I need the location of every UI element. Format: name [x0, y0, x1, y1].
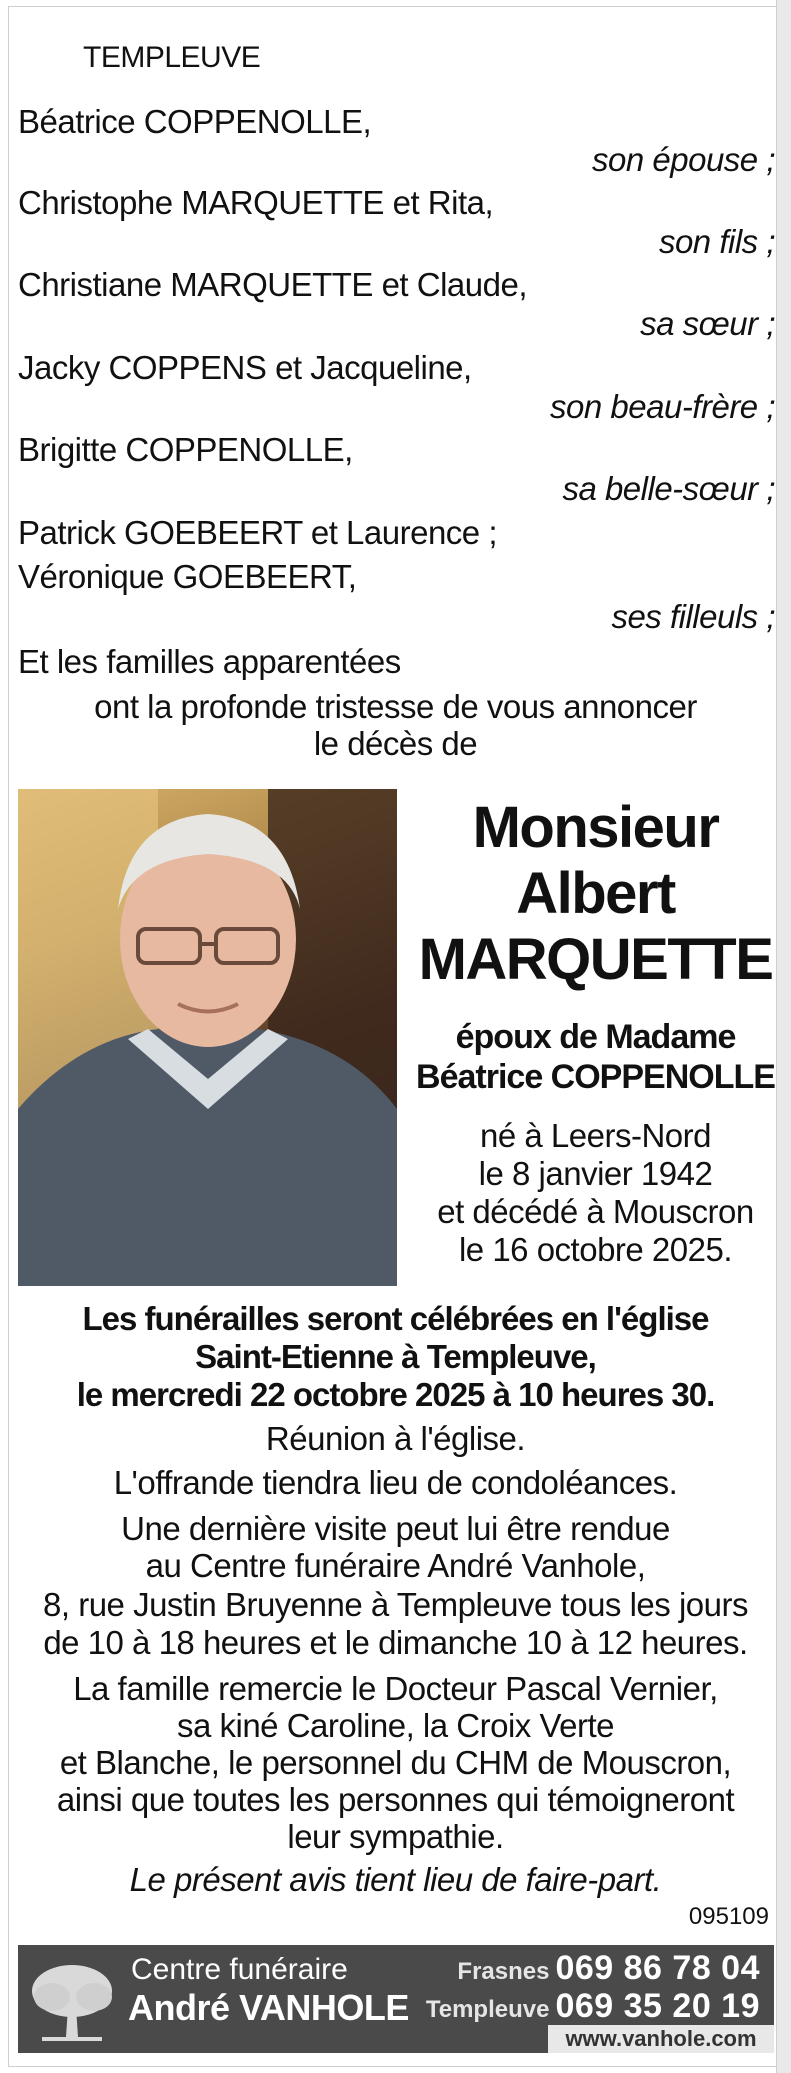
- portrait-illustration: [18, 789, 397, 1286]
- phone-number: 069 86 78 04: [555, 1949, 760, 1987]
- portrait-photo: [18, 789, 397, 1286]
- family-name: Brigitte COPPENOLLE,: [18, 431, 353, 468]
- family-role: son beau-frère ;: [550, 388, 775, 425]
- announcement-line: ont la profonde tristesse de vous annoncer: [94, 688, 697, 725]
- deceased-last-name: MARQUETTE: [418, 927, 773, 992]
- phone-label: Templeuve: [425, 1996, 550, 2023]
- announcement-line: le décès de: [313, 725, 478, 762]
- family-role: sa sœur ;: [640, 305, 775, 342]
- visit-line: au Centre funéraire André Vanhole,: [145, 1547, 646, 1584]
- family-role: son fils ;: [658, 223, 775, 260]
- funeral-line: Les funérailles seront célébrées en l'église: [82, 1300, 709, 1337]
- funeral-home-name: André VANHOLE: [128, 1987, 409, 2028]
- meeting-note: Réunion à l'église.: [265, 1420, 526, 1457]
- birth-line: le 8 janvier 1942: [478, 1155, 713, 1192]
- offering-note: L'offrande tiendra lieu de condoléances.: [113, 1464, 678, 1501]
- spouse-line: époux de Madame: [455, 1018, 736, 1056]
- spouse-line: Béatrice COPPENOLLE: [416, 1058, 775, 1096]
- notice-line: Le présent avis tient lieu de faire-part.: [129, 1861, 662, 1898]
- deceased-title: Monsieur: [472, 795, 719, 860]
- family-role: ses filleuls ;: [611, 598, 775, 635]
- family-name: Véronique GOEBEERT,: [18, 558, 357, 595]
- funeral-line: le mercredi 22 octobre 2025 à 10 heures 30.: [76, 1376, 715, 1413]
- tree-icon: [22, 1949, 122, 2049]
- thanks-line: sa kiné Caroline, la Croix Verte: [176, 1707, 615, 1744]
- phone-templeuve: [426, 1987, 760, 2026]
- thanks-line: La famille remercie le Docteur Pascal Vernier,: [73, 1670, 718, 1707]
- deceased-first-name: Albert: [516, 861, 675, 926]
- families-line: Et les familles apparentées: [18, 643, 401, 680]
- death-line: le 16 octobre 2025.: [458, 1231, 733, 1268]
- thanks-line: et Blanche, le personnel du CHM de Mouscron,: [59, 1744, 732, 1781]
- thanks-line: ainsi que toutes les personnes qui témoigneront: [56, 1781, 735, 1818]
- website-link[interactable]: www.vanhole.com: [548, 2025, 774, 2053]
- family-name: Béatrice COPPENOLLE,: [18, 103, 372, 140]
- funeral-home-label: Centre funéraire: [131, 1953, 348, 1986]
- phone-label: Frasnes: [457, 1958, 550, 1985]
- birth-line: né à Leers-Nord: [480, 1117, 711, 1154]
- death-line: et décédé à Mouscron: [437, 1193, 754, 1230]
- family-name: Patrick GOEBEERT et Laurence ;: [18, 514, 498, 551]
- phone-frasnes: [457, 1949, 760, 1988]
- funeral-home-banner: [18, 1945, 774, 2053]
- deceased-name-block: [400, 795, 791, 1269]
- family-role: son épouse ;: [592, 141, 775, 178]
- funeral-line: Saint-Etienne à Templeuve,: [195, 1338, 596, 1375]
- town-heading: TEMPLEUVE: [83, 41, 261, 74]
- visit-line: 8, rue Justin Bruyenne à Templeuve tous les jours: [43, 1586, 748, 1623]
- family-name: Christophe MARQUETTE et Rita,: [18, 184, 494, 221]
- phone-number: 069 35 20 19: [555, 1987, 760, 2025]
- visit-line: de 10 à 18 heures et le dimanche 10 à 12 heures.: [43, 1624, 748, 1661]
- family-name: Christiane MARQUETTE et Claude,: [18, 266, 528, 303]
- reference-number: 095109: [688, 1903, 769, 1930]
- family-role: sa belle-sœur ;: [562, 470, 775, 507]
- thanks-line: leur sympathie.: [287, 1818, 504, 1855]
- family-name: Jacky COPPENS et Jacqueline,: [18, 349, 472, 386]
- visit-line: Une dernière visite peut lui être rendue: [121, 1510, 670, 1547]
